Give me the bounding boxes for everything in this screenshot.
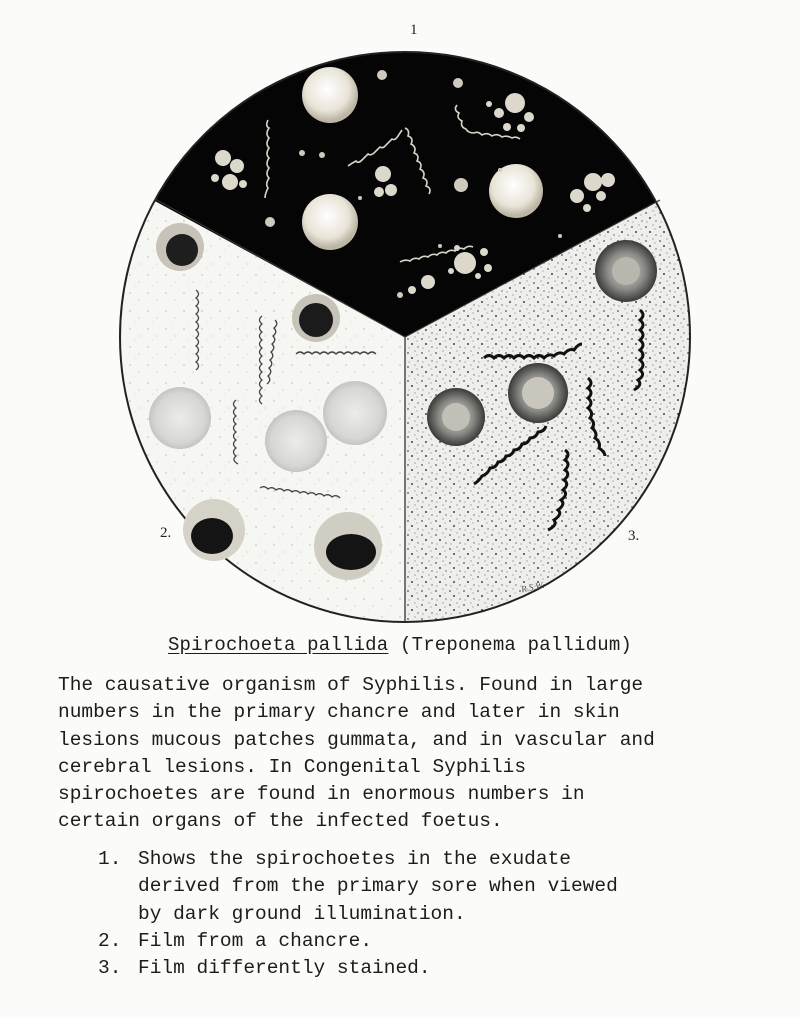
legend-text: Film from a chancre. bbox=[138, 929, 373, 952]
red-blood-cell bbox=[149, 387, 211, 449]
panel-label-2: 2. bbox=[160, 525, 172, 541]
legend-number: 1. bbox=[98, 848, 122, 870]
legend-item bbox=[98, 928, 778, 955]
legend-number: 3. bbox=[98, 957, 122, 980]
legend-item bbox=[98, 846, 778, 928]
panel-label-3: 3. bbox=[628, 528, 640, 544]
red-blood-cell bbox=[265, 410, 327, 472]
legend-text: Film differently stained. bbox=[138, 957, 431, 980]
figure-caption-title bbox=[0, 634, 800, 656]
legend-item bbox=[98, 955, 778, 982]
legend-number: 2. bbox=[98, 929, 122, 952]
red-blood-cell bbox=[302, 67, 358, 123]
red-blood-cell bbox=[323, 381, 387, 445]
artist-signature: R.S.W. bbox=[520, 579, 546, 595]
red-blood-cell bbox=[302, 194, 358, 250]
organism-name: Spirochoeta pallida bbox=[167, 634, 389, 656]
red-blood-cell bbox=[489, 164, 543, 218]
panel-legend bbox=[98, 846, 778, 982]
description-paragraph: The causative organism of Syphilis. Found in large numbers in the primary chancre and later in skin lesions mucous patches gummata, and in vascular and cerebral lesions. In Congenital Syphilis spirochoetes are found in enormous numbers in certain organs of the infected foetus. bbox=[58, 674, 655, 833]
panel-label-1: 1 bbox=[410, 22, 418, 38]
legend-text: Shows the spirochoetes in the exudate derived from the primary sore when viewed by dark ground illumination. bbox=[138, 848, 618, 925]
organism-synonym: (Treponema pallidum) bbox=[400, 634, 633, 656]
